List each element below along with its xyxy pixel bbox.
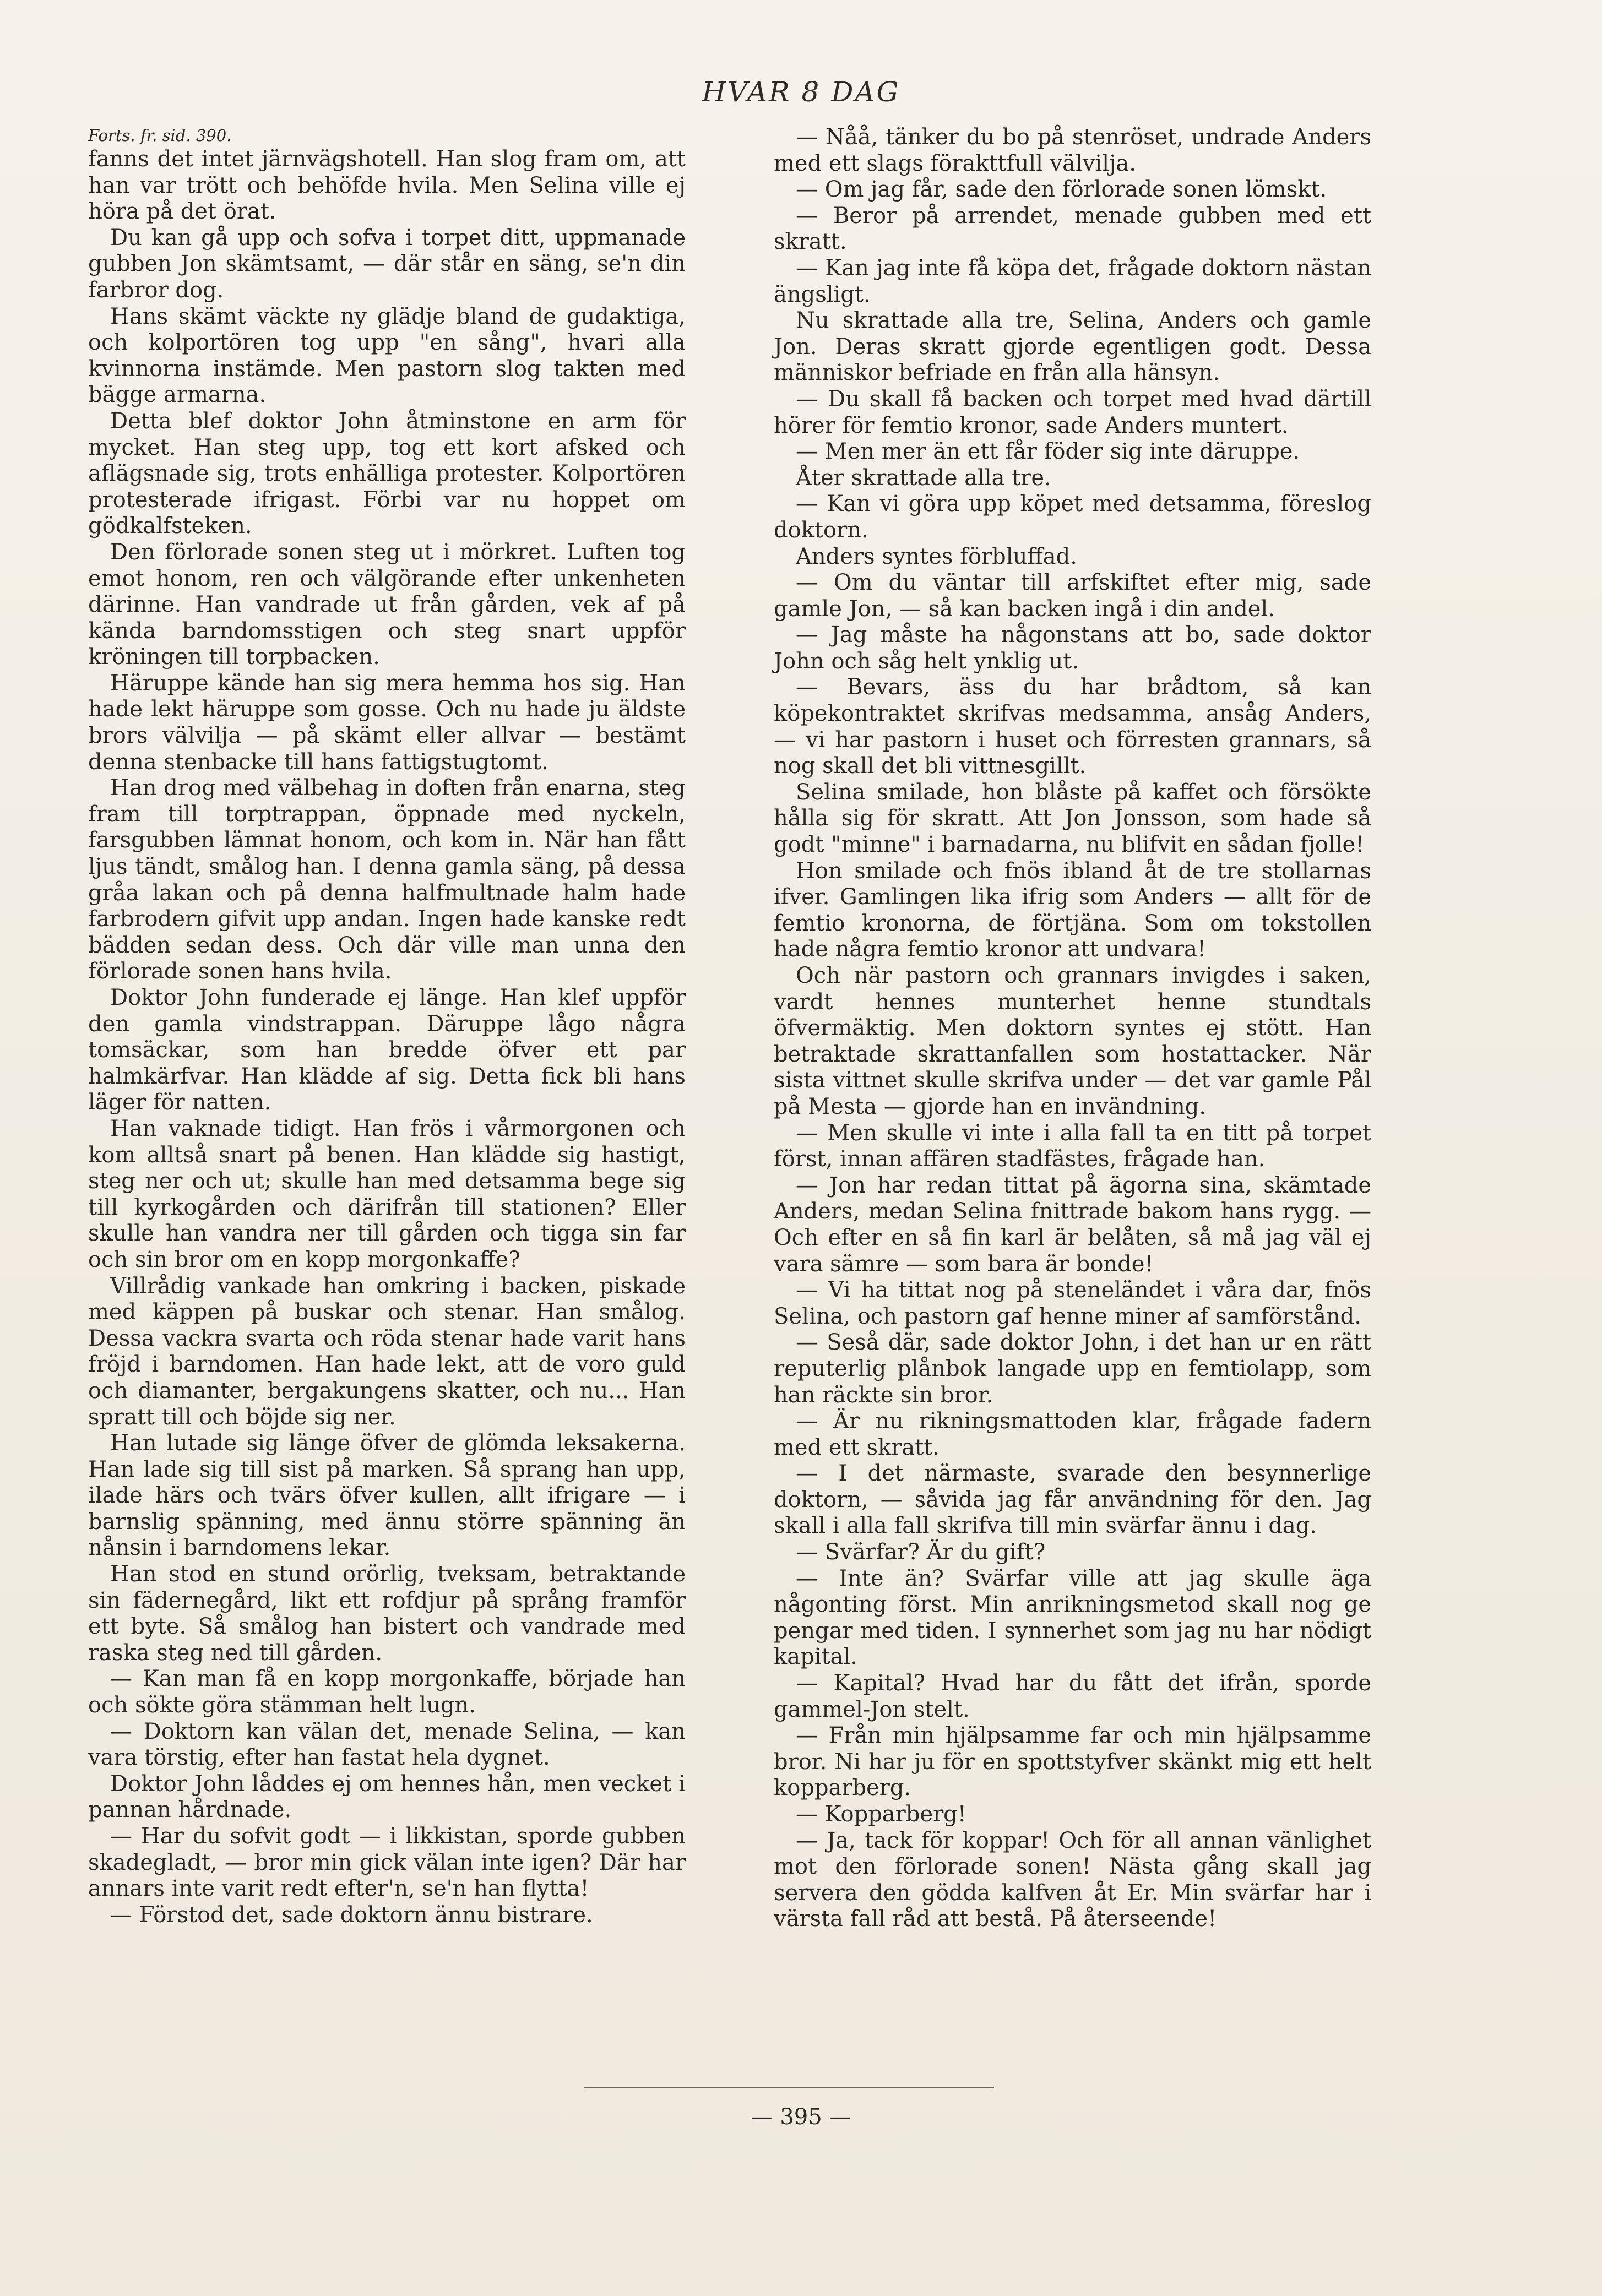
paragraph: — Jon har redan tittat på ägorna sina, skämtade Anders, medan Selina fnittrade bakom hans rygg. — Och efter en så fin karl är belåten, så må jag väl ej vara sämre — som bara är bonde!	[774, 1172, 1371, 1277]
paragraph: — Har du sofvit godt — i likkistan, sporde gubben skadegladt, — bror min gick välan inte igen? Där har annars inte varit redt efter'n, se'n han flytta!	[88, 1824, 686, 1902]
paragraph: — Nåå, tänker du bo på stenröset, undrade Anders med ett slags förakttfull välvilja.	[774, 124, 1371, 176]
paragraph: — Om du väntar till arfskiftet efter mig, sade gamle Jon, — så kan backen ingå i din andel.	[774, 570, 1371, 622]
paragraph: — Vi ha tittat nog på steneländet i våra dar, fnös Selina, och pastorn gaf henne miner af samförstånd.	[774, 1277, 1371, 1329]
paragraph: Han vaknade tidigt. Han frös i vårmorgonen och kom alltså snart på benen. Han klädde sig hastigt, steg ner och ut; skulle han med detsamma bege sig till kyrkogården och därifrån till stationen? Eller skulle han vandra ner till gården och tigga sin far och sin bror om en kopp morgonkaffe?	[88, 1116, 686, 1272]
paragraph: Hans skämt väckte ny glädje bland de gudaktiga, och kolportören tog upp "en sång", hvari alla kvinnorna instämde. Men pastorn slog takten med bägge armarna.	[88, 303, 686, 408]
paragraph: Nu skrattade alla tre, Selina, Anders och gamle Jon. Deras skratt gjorde egentligen godt. Dessa människor befriade en från alla hänsyn.	[774, 308, 1371, 386]
paragraph: — Kan man få en kopp morgonkaffe, började han och sökte göra stämman helt lugn.	[88, 1666, 686, 1718]
page-number: — 395 —	[751, 2104, 851, 2130]
paragraph: Du kan gå upp och sofva i torpet ditt, uppmanade gubben Jon skämtsamt, — där står en säng, se'n din farbror dog.	[88, 225, 686, 303]
paragraph: Han stod en stund orörlig, tveksam, betraktande sin fädernegård, likt ett rofdjur på språng framför ett byte. Så smålog han bistert och vandrade med raska steg ned till gården.	[88, 1562, 686, 1666]
paragraph: Han drog med välbehag in doften från enarna, steg fram till torptrappan, öppnade med nyckeln, farsgubben lämnat honom, och kom in. När han fått ljus tändt, smålog han. I denna gamla säng, på dessa gråa lakan och på denna halfmultnade halm hade farbrodern gifvit upp andan. Ingen hade kanske redt bädden sedan dess. Och där ville man unna den förlorade sonen hans hvila.	[88, 775, 686, 984]
paragraph: — I det närmaste, svarade den besynnerlige doktorn, — såvida jag får användning för den. Jag skall i alla fall skrifva till min svärfar ännu i dag.	[774, 1461, 1371, 1539]
paragraph: — Svärfar? Är du gift?	[796, 1539, 1046, 1565]
paragraph: Hon smilade och fnös ibland åt de tre stollarnas ifver. Gamlingen lika ifrig som Anders — allt för de femtio kronorna, de förtjäna. Som om tokstollen hade några femtio kronor att undvara!	[774, 858, 1371, 962]
paragraph: — Jag måste ha någonstans att bo, sade doktor John och såg helt ynklig ut.	[774, 622, 1371, 674]
paragraph: — Inte än? Svärfar ville att jag skulle äga någonting först. Min anrikningsmetod skall nog ge pengar med tiden. I synnerhet som jag nu har nödigt kapital.	[774, 1565, 1371, 1670]
paragraph: fanns det intet järnvägshotell. Han slog fram om, att han var trött och behöfde hvila. Men Selina ville ej höra på det örat.	[88, 146, 686, 225]
paragraph: Anders syntes förbluffad.	[796, 543, 1077, 569]
paragraph: — Bevars, äss du har brådtom, så kan köpekontraktet skrifvas medsamma, ansåg Anders, — vi har pastorn i huset och förresten grannars, så nog skall det bli vittnesgillt.	[774, 674, 1371, 779]
paragraph: — Doktorn kan välan det, menade Selina, — kan vara törstig, efter han fastat hela dygnet.	[88, 1718, 686, 1771]
paragraph: Häruppe kände han sig mera hemma hos sig. Han hade lekt häruppe som gosse. Och nu hade ju äldste brors välvilja — på skämt eller allvar — bestämt denna stenbacke till hans fattigstugtomt.	[88, 670, 686, 775]
paragraph: — Från min hjälpsamme far och min hjälpsamme bror. Ni har ju för en spottstyfver skänkt mig ett helt kopparberg.	[774, 1723, 1371, 1801]
paragraph: — Kapital? Hvad har du fått det ifrån, sporde gammel-Jon stelt.	[774, 1671, 1371, 1722]
paragraph: Åter skrattade alla tre.	[796, 465, 1051, 491]
paragraph: — Ja, tack för koppar! Och för all annan vänlighet mot den förlorade sonen! Nästa gång skall jag servera den gödda kalfven åt Er. Min svärfar har i värsta fall råd att bestå. På återseende!	[774, 1827, 1371, 1932]
paragraph: Han lutade sig länge öfver de glömda leksakerna. Han lade sig till sist på marken. Så sprang han upp, ilade härs och tvärs öfver kullen, allt ifrigare — i barnslig spänning, med ännu större spänning än nånsin i barndomens lekar.	[88, 1430, 686, 1561]
left-text-column	[88, 124, 686, 1928]
paragraph: — Är nu rikningsmattoden klar, frågade fadern med ett skratt.	[774, 1408, 1371, 1460]
paragraph: — Förstod det, sade doktorn ännu bistrare.	[110, 1902, 593, 1928]
right-text-column	[774, 124, 1371, 1933]
paragraph: Doktor John funderade ej länge. Han klef uppför den gamla vindstrappan. Däruppe lågo några tomsäckar, som han bredde öfver ett par halmkärfvar. Han klädde af sig. Detta fick bli hans läger för natten.	[88, 985, 686, 1116]
paragraph: — Om jag får, sade den förlorade sonen lömskt.	[796, 177, 1327, 203]
paragraph: — Kan jag inte få köpa det, frågade doktorn nästan ängsligt.	[774, 255, 1371, 307]
paragraph: — Men mer än ett får föder sig inte däruppe.	[796, 439, 1300, 465]
paragraph: Selina smilade, hon blåste på kaffet och försökte hålla sig för skratt. Att Jon Jonsson, som hade så godt "minne" i barnadarna, nu blifvit en sådan fjolle!	[774, 779, 1371, 858]
paragraph: Den förlorade sonen steg ut i mörkret. Luften tog emot honom, ren och välgörande efter unkenheten därinne. Han vandrade ut från gården, vek af på kända barndomsstigen och steg snart uppför kröningen till torpbacken.	[88, 539, 686, 670]
paragraph: — Du skall få backen och torpet med hvad därtill hörer för femtio kronor, sade Anders muntert.	[774, 386, 1371, 438]
continuation-note: Forts. fr. sid. 390.	[88, 126, 232, 145]
paragraph: Villrådig vankade han omkring i backen, piskade med käppen på buskar och stenar. Han smålog. Dessa vackra svarta och röda stenar hade varit hans fröjd i barndomen. Han hade lekt, att de voro guld och diamanter, bergakungens skatter, och nu... Han spratt till och böjde sig ner.	[88, 1273, 686, 1430]
footer-rule	[584, 2087, 994, 2088]
paragraph: Doktor John låddes ej om hennes hån, men vecket i pannan hårdnade.	[88, 1771, 686, 1823]
page-header-title: HVAR 8 DAG	[702, 76, 900, 108]
paragraph: — Beror på arrendet, menade gubben med ett skratt.	[774, 203, 1371, 255]
paragraph: Och när pastorn och grannars invigdes i saken, vardt hennes munterhet henne stundtals öfvermäktig. Men doktorn syntes ej stött. Han betraktade skrattanfallen som hostattacker. När sista vittnet skulle skrifva under — det var gamle Pål på Mesta — gjorde han en invändning.	[774, 963, 1371, 1119]
paragraph: — Men skulle vi inte i alla fall ta en titt på torpet först, innan affären stadfästes, frågade han.	[774, 1120, 1371, 1172]
paragraph: — Kopparberg!	[796, 1802, 966, 1827]
paragraph: — Seså där, sade doktor John, i det han ur en rätt reputerlig plånbok langade upp en femtiolapp, som han räckte sin bror.	[774, 1330, 1371, 1408]
paragraph: — Kan vi göra upp köpet med detsamma, föreslog doktorn.	[774, 491, 1371, 543]
paragraph: Detta blef doktor John åtminstone en arm för mycket. Han steg upp, tog ett kort afsked och aflägsnade sig, trots enhälliga protester. Kolportören protesterade ifrigast. Förbi var nu hoppet om gödkalfsteken.	[88, 408, 686, 539]
